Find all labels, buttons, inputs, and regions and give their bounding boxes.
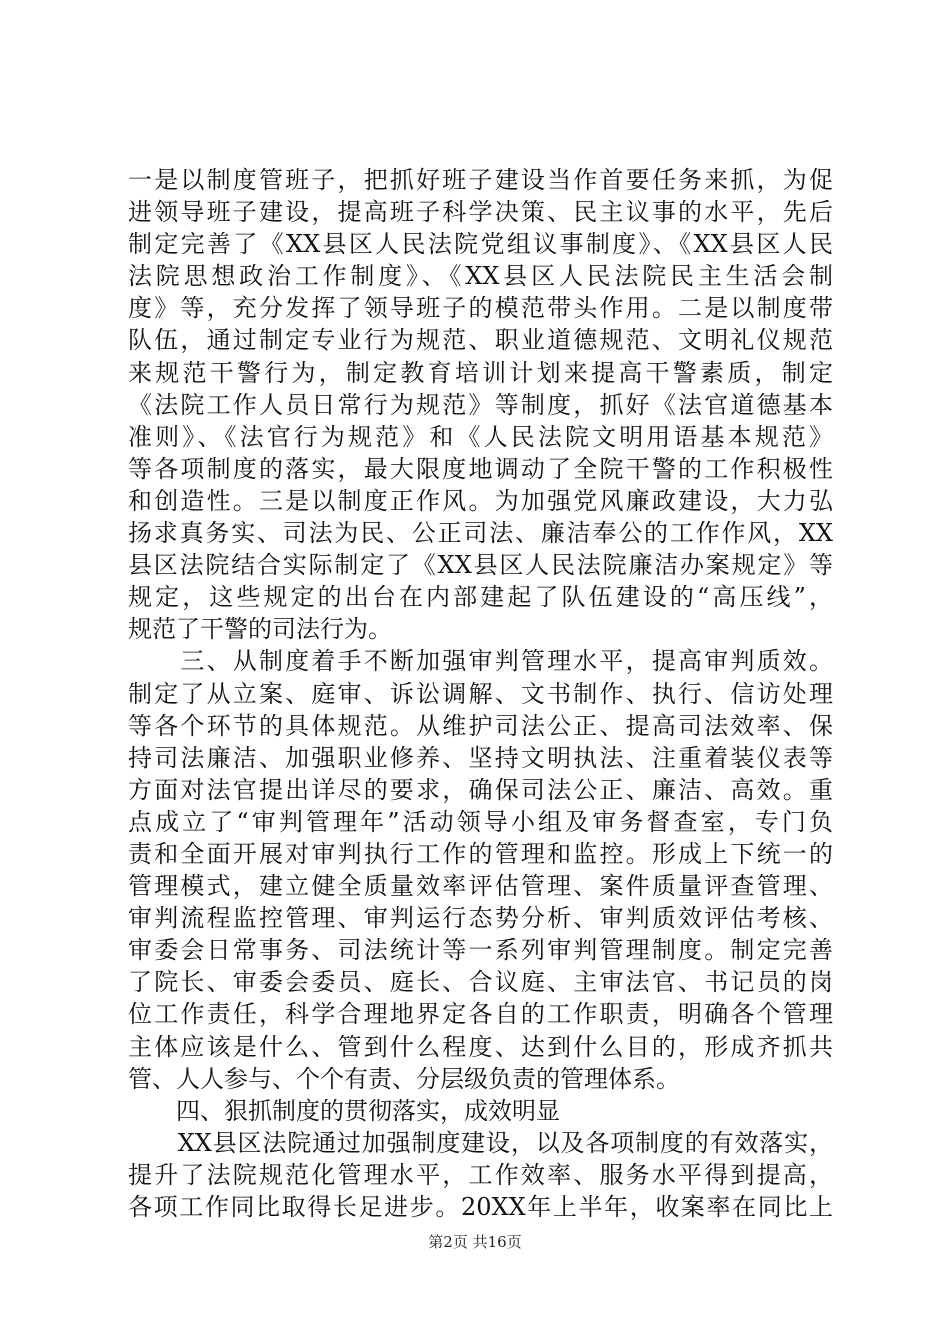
text-line: 了院长、审委会委员、庭长、合议庭、主审法官、书记员的岗: [128, 968, 833, 997]
text-line: 一是以制度管班子，把抓好班子建设当作首要任务来抓，为促: [128, 166, 833, 194]
text-line: 准则》、《法官行为规范》和《人民法院文明用语基本规范》: [128, 422, 833, 451]
text-line: 制定了从立案、庭审、诉讼调解、文书制作、执行、信访处理: [128, 679, 833, 708]
text-line: 进领导班子建设，提高班子科学决策、民主议事的水平，先后: [128, 198, 833, 227]
text-line: 法院思想政治工作制度》、《XX县区人民法院民主生活会制: [128, 262, 833, 291]
text-line: 审判流程监控管理、审判运行态势分析、审判质效评估考核、: [128, 904, 833, 933]
text-line: 和创造性。三是以制度正作风。为加强党风廉政建设，大力弘: [128, 486, 833, 515]
text-line: 制定完善了《XX县区人民法院党组议事制度》、《XX县区人民: [128, 230, 833, 259]
text-line: XX县区法院通过加强制度建设，以及各项制度的有效落实，: [128, 1128, 833, 1157]
section-heading-line: 三、从制度着手不断加强审判管理水平，提高审判质效。: [128, 647, 833, 676]
text-line: 审委会日常事务、司法统计等一系列审判管理制度。制定完善: [128, 936, 833, 965]
text-line: 责和全面开展对审判执行工作的管理和监控。形成上下统一的: [128, 839, 833, 868]
text-line: 度》等，充分发挥了领导班子的模范带头作用。二是以制度带: [128, 294, 833, 323]
text-line: 队伍，通过制定专业行为规范、职业道德规范、文明礼仪规范: [128, 326, 833, 355]
text-line: 提升了法院规范化管理水平，工作效率、服务水平得到提高，: [128, 1160, 833, 1189]
text-line: 方面对法官提出详尽的要求，确保司法公正、廉洁、高效。重: [128, 775, 833, 804]
text-line: 等各项制度的落实，最大限度地调动了全院干警的工作积极性: [128, 454, 833, 483]
section-heading: 四、狠抓制度的贯彻落实，成效明显: [128, 1096, 560, 1125]
body-text: [128, 164, 833, 1223]
text-line: 管理模式，建立健全质量效率评估管理、案件质量评查管理、: [128, 872, 833, 901]
text-line: 县区法院结合实际制定了《XX县区人民法院廉洁办案规定》等: [128, 551, 833, 580]
paragraph-end-line: 规范了干警的司法行为。: [128, 615, 392, 644]
text-line: 来规范干警行为，制定教育培训计划来提高干警素质，制定: [128, 358, 833, 387]
text-line: 规定，这些规定的出台在内部建起了队伍建设的“高压线”，: [128, 583, 833, 612]
text-line: 持司法廉洁、加强职业修养、坚持文明执法、注重着装仪表等: [128, 743, 833, 772]
paragraph-end-line: 管、人人参与、个个有责、分层级负责的管理体系。: [128, 1064, 680, 1093]
text-line: 《法院工作人员日常行为规范》等制度，抓好《法官道德基本: [128, 390, 833, 419]
text-line: 位工作责任，科学合理地界定各自的工作职责，明确各个管理: [128, 1000, 833, 1029]
text-line: 扬求真务实、司法为民、公正司法、廉洁奉公的工作作风，XX: [128, 519, 833, 548]
text-line: 各项工作同比取得长足进步。20XX年上半年，收案率在同比上: [128, 1193, 833, 1221]
page-footer: 第2页 共16页: [428, 1233, 522, 1251]
text-line: 等各个环节的具体规范。从维护司法公正、提高司法效率、保: [128, 711, 833, 740]
text-line: 点成立了“审判管理年”活动领导小组及审务督查室，专门负: [128, 807, 833, 836]
text-line: 主体应该是什么、管到什么程度、达到什么目的，形成齐抓共: [128, 1032, 833, 1061]
